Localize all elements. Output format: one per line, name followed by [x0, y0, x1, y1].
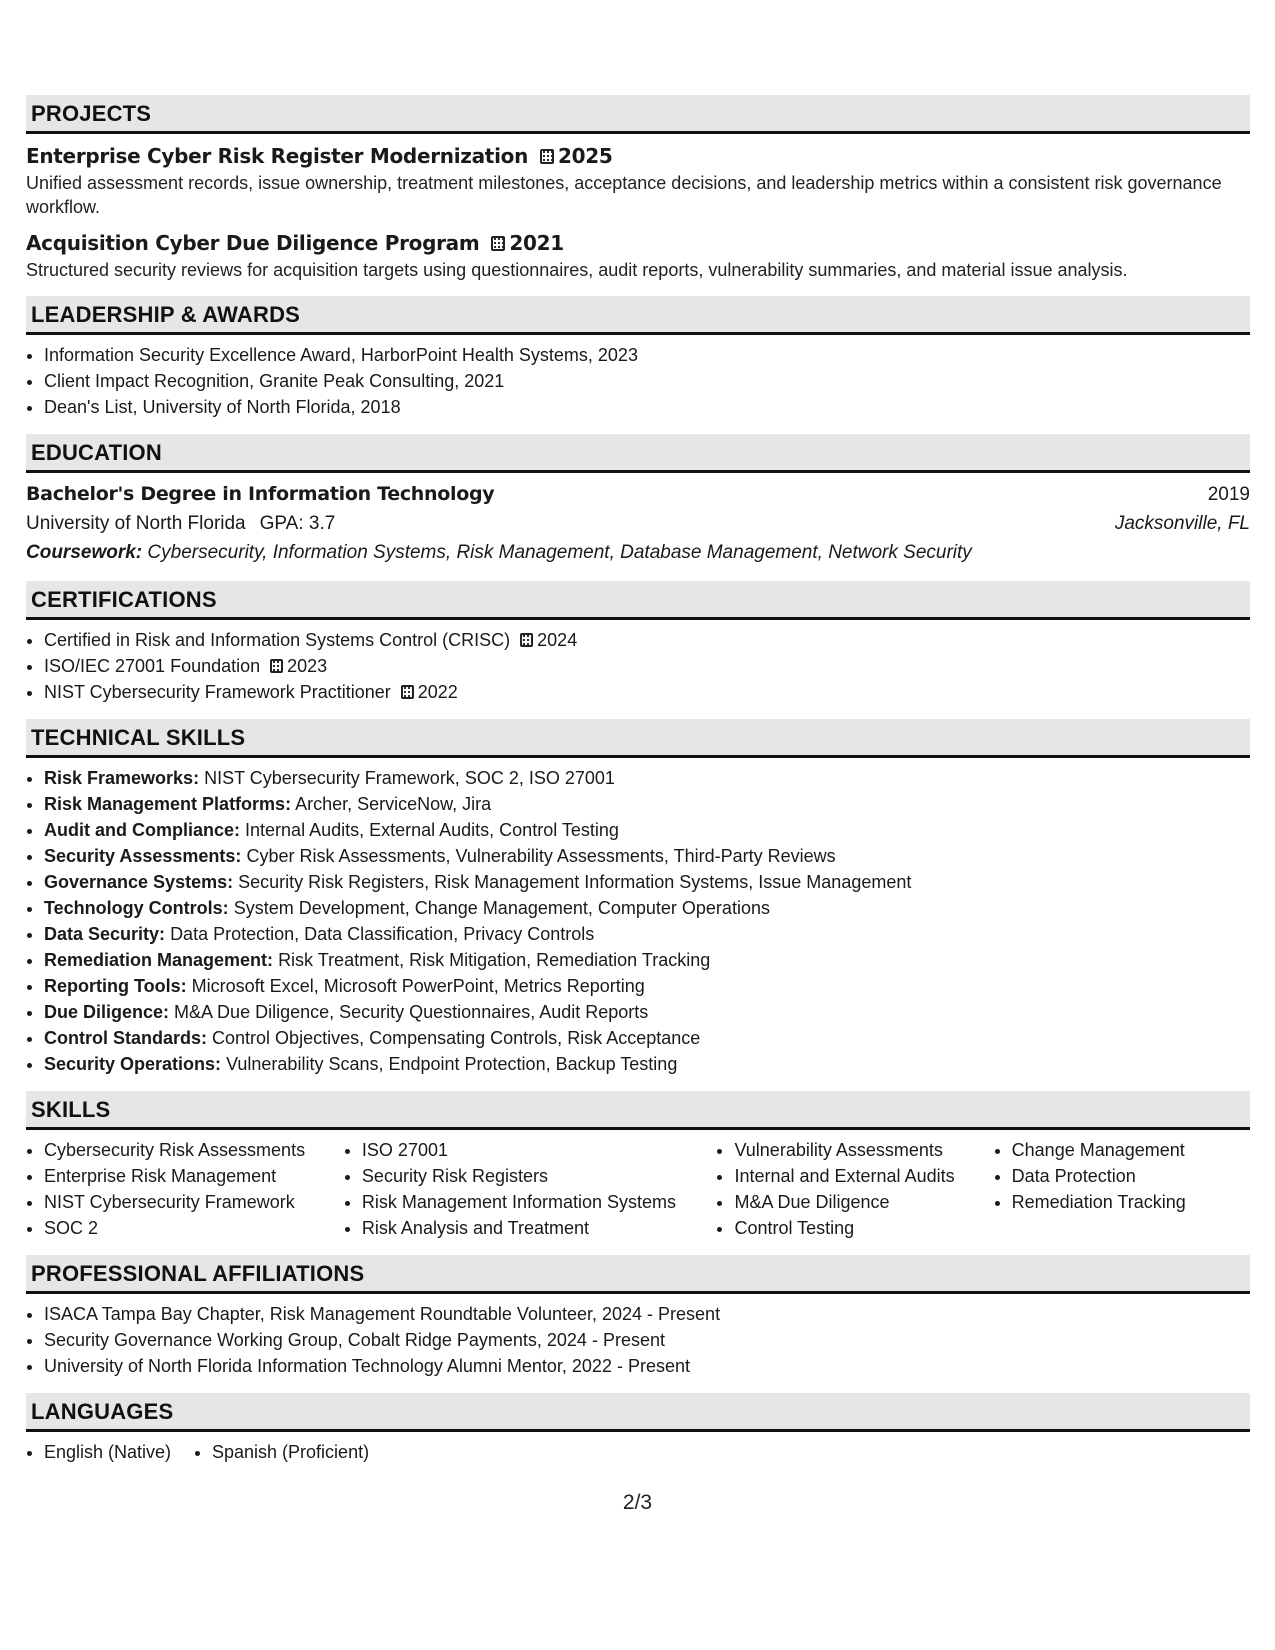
skill-item: • Vulnerability Assessments	[734, 1137, 993, 1163]
school-name: University of North Florida	[26, 513, 246, 534]
languages-section	[26, 1393, 1250, 1465]
section-heading: LANGUAGES	[26, 1393, 1250, 1432]
certification-name: NIST Cybersecurity Framework Practitioner	[44, 682, 391, 702]
tech-skill-value: Data Protection, Data Classification, Privacy Controls	[170, 924, 595, 944]
tech-skill-label: Data Security:	[44, 924, 166, 944]
skill-item: • Data Protection	[1012, 1163, 1250, 1189]
calendar-icon	[520, 633, 533, 647]
tech-skill-value: Vulnerability Scans, Endpoint Protection, Backup Testing	[226, 1054, 678, 1074]
tech-skill-value: M&A Due Diligence, Security Questionnaires, Audit Reports	[174, 1002, 649, 1022]
certification-year: 2022	[417, 682, 458, 702]
certification-year: 2024	[537, 630, 578, 650]
project-item	[26, 141, 1250, 219]
coursework: Cybersecurity, Information Systems, Risk Management, Database Management, Network Security	[147, 542, 972, 563]
tech-skill-label: Governance Systems:	[44, 872, 234, 892]
tech-skill-label: Control Standards:	[44, 1028, 208, 1048]
skill-item: • Control Testing	[734, 1215, 993, 1241]
tech-skill-item	[44, 947, 1250, 973]
skill-item: • Enterprise Risk Management	[44, 1163, 344, 1189]
list-item: • Client Impact Recognition, Granite Peak Consulting, 2021	[44, 368, 1250, 394]
skill-item: • Change Management	[1012, 1137, 1250, 1163]
tech-skill-value: Cyber Risk Assessments, Vulnerability Assessments, Third-Party Reviews	[246, 846, 836, 866]
project-item	[26, 228, 1250, 282]
tech-skill-item	[44, 869, 1250, 895]
list-item: • Security Governance Working Group, Cobalt Ridge Payments, 2024 - Present	[44, 1327, 1250, 1353]
school-location: Jacksonville, FL	[1114, 513, 1250, 534]
tech-skill-label: Reporting Tools:	[44, 976, 187, 996]
tech-skill-item	[44, 791, 1250, 817]
tech-skill-item	[44, 973, 1250, 999]
project-description: Structured security reviews for acquisition targets using questionnaires, audit reports, vulnerability summaries, and material issue analysis.	[26, 260, 1128, 280]
calendar-icon	[270, 659, 283, 673]
tech-skill-item	[44, 1025, 1250, 1051]
projects-section	[26, 95, 1250, 282]
skills-column	[26, 1137, 344, 1241]
list-item: • ISACA Tampa Bay Chapter, Risk Management Roundtable Volunteer, 2024 - Present	[44, 1301, 1250, 1327]
project-description: Unified assessment records, issue ownership, treatment milestones, acceptance decisions, and leadership metrics within a consistent risk governance workflow.	[26, 173, 1222, 217]
list-item: • Information Security Excellence Award, HarborPoint Health Systems, 2023	[44, 342, 1250, 368]
affiliations-section	[26, 1255, 1250, 1379]
skill-item: • NIST Cybersecurity Framework	[44, 1189, 344, 1215]
tech-skill-item	[44, 843, 1250, 869]
skills-column	[716, 1137, 993, 1241]
skill-item: • SOC 2	[44, 1215, 344, 1241]
certification-item	[44, 653, 1250, 679]
tech-skill-value: NIST Cybersecurity Framework, SOC 2, ISO 27001	[204, 768, 615, 788]
tech-skill-label: Risk Management Platforms:	[44, 794, 292, 814]
degree-title: Bachelor's Degree in Information Technology	[26, 483, 495, 505]
skills-grid	[26, 1137, 1250, 1241]
tech-skill-value: Security Risk Registers, Risk Management Information Systems, Issue Management	[238, 872, 912, 892]
language-list	[26, 1439, 194, 1465]
skills-section	[26, 1091, 1250, 1241]
tech-skill-label: Security Assessments:	[44, 846, 242, 866]
certification-name: ISO/IEC 27001 Foundation	[44, 656, 261, 676]
tech-skill-item	[44, 817, 1250, 843]
calendar-icon	[401, 685, 414, 699]
graduation-year: 2019	[1207, 484, 1250, 505]
project-year: 2021	[509, 231, 564, 255]
language-item: • English (Native)	[44, 1439, 194, 1465]
tech-skill-value: Control Objectives, Compensating Controls, Risk Acceptance	[212, 1028, 701, 1048]
list-item: • Dean's List, University of North Florida, 2018	[44, 394, 1250, 420]
section-heading: SKILLS	[26, 1091, 1250, 1130]
tech-skill-item	[44, 999, 1250, 1025]
skill-item: • M&A Due Diligence	[734, 1189, 993, 1215]
tech-skill-item	[44, 1051, 1250, 1077]
certification-item	[44, 627, 1250, 653]
section-heading: TECHNICAL SKILLS	[26, 719, 1250, 758]
skill-item: • Risk Management Information Systems	[362, 1189, 717, 1215]
section-heading: EDUCATION	[26, 434, 1250, 473]
education-section	[26, 434, 1250, 567]
tech-skill-value: System Development, Change Management, Computer Operations	[233, 898, 770, 918]
certification-item	[44, 679, 1250, 705]
skill-item: • Cybersecurity Risk Assessments	[44, 1137, 344, 1163]
tech-skill-label: Risk Frameworks:	[44, 768, 200, 788]
skill-item: • Remediation Tracking	[1012, 1189, 1250, 1215]
leadership-section	[26, 296, 1250, 420]
section-heading: PROJECTS	[26, 95, 1250, 134]
language-list	[194, 1439, 369, 1465]
tech-skill-value: Microsoft Excel, Microsoft PowerPoint, Metrics Reporting	[191, 976, 645, 996]
coursework-label: Coursework:	[26, 542, 143, 563]
tech-skill-item	[44, 895, 1250, 921]
tech-skill-label: Technology Controls:	[44, 898, 229, 918]
certifications-section	[26, 581, 1250, 705]
tech-skill-label: Due Diligence:	[44, 1002, 170, 1022]
skill-item: • Risk Analysis and Treatment	[362, 1215, 717, 1241]
tech-skill-item	[44, 921, 1250, 947]
skills-column	[344, 1137, 717, 1241]
project-title: Acquisition Cyber Due Diligence Program	[26, 231, 480, 255]
tech-skill-label: Security Operations:	[44, 1054, 222, 1074]
skill-item: • Security Risk Registers	[362, 1163, 717, 1189]
project-title: Enterprise Cyber Risk Register Modernization	[26, 144, 529, 168]
certification-year: 2023	[287, 656, 328, 676]
skill-item: • Internal and External Audits	[734, 1163, 993, 1189]
language-item: • Spanish (Proficient)	[212, 1439, 369, 1465]
certification-name: Certified in Risk and Information Systems Control (CRISC)	[44, 630, 511, 650]
section-heading: LEADERSHIP & AWARDS	[26, 296, 1250, 335]
tech-skill-label: Audit and Compliance:	[44, 820, 241, 840]
skill-item: • ISO 27001	[362, 1137, 717, 1163]
tech-skill-value: Archer, ServiceNow, Jira	[295, 794, 492, 814]
calendar-icon	[491, 236, 505, 251]
tech-skill-value: Risk Treatment, Risk Mitigation, Remediation Tracking	[278, 950, 711, 970]
tech-skill-value: Internal Audits, External Audits, Control Testing	[245, 820, 619, 840]
project-year: 2025	[558, 144, 613, 168]
section-heading: PROFESSIONAL AFFILIATIONS	[26, 1255, 1250, 1294]
calendar-icon	[540, 149, 554, 164]
list-item: • University of North Florida Information Technology Alumni Mentor, 2022 - Present	[44, 1353, 1250, 1379]
tech-skill-label: Remediation Management:	[44, 950, 274, 970]
resume-page	[26, 95, 1250, 1479]
page-number: 2/3	[622, 1491, 653, 1514]
skills-column	[994, 1137, 1250, 1241]
tech-skill-item	[44, 765, 1250, 791]
gpa: GPA: 3.7	[259, 513, 336, 534]
section-heading: CERTIFICATIONS	[26, 581, 1250, 620]
technical-skills-section	[26, 719, 1250, 1077]
